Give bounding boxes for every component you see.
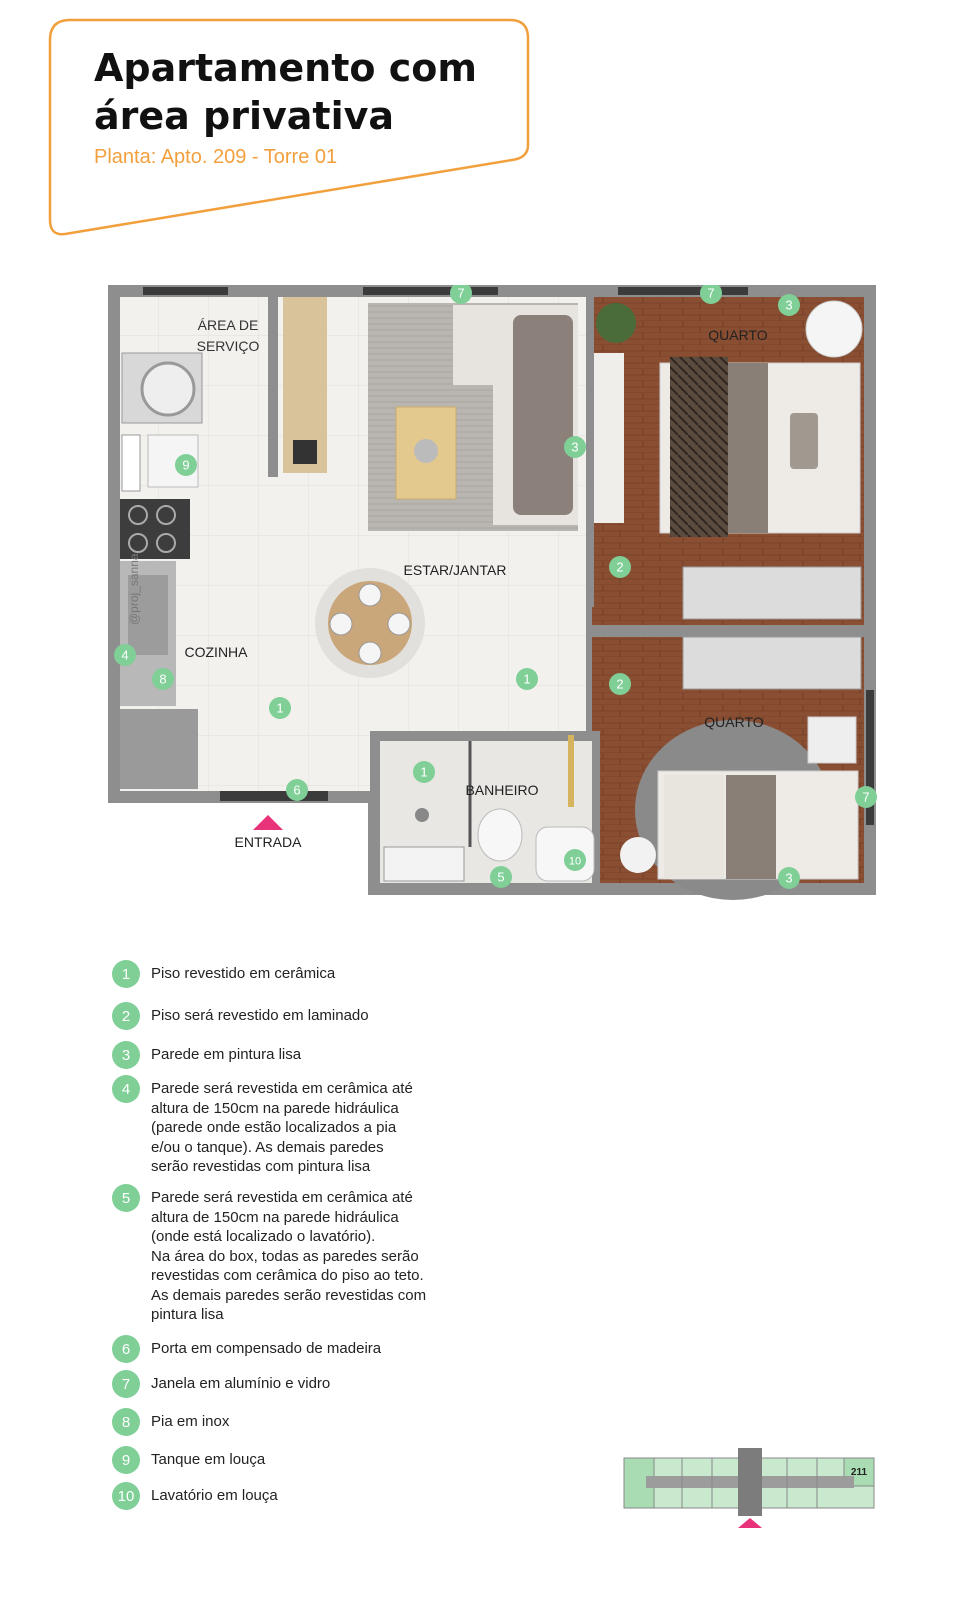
legend-number: 8 xyxy=(112,1408,140,1436)
plan-marker-label: 5 xyxy=(497,869,505,885)
plan-marker-label: 7 xyxy=(457,285,465,301)
plan-marker xyxy=(490,866,512,888)
watermark: @proj_sanna xyxy=(127,553,141,625)
plan-marker xyxy=(175,454,197,476)
room-label-estar-jantar: ESTAR/JANTAR xyxy=(403,562,507,578)
room-label-banheiro: BANHEIRO xyxy=(465,782,539,798)
legend-number: 6 xyxy=(112,1335,140,1363)
plan-marker-label: 7 xyxy=(707,285,715,301)
title-line-2: área privativa xyxy=(94,94,395,138)
plan-marker-label: 1 xyxy=(523,671,531,687)
legend-number: 7 xyxy=(112,1370,140,1398)
inner-wall xyxy=(586,625,864,637)
bathroom-wall xyxy=(370,731,380,803)
plan-marker xyxy=(152,668,174,690)
plan-marker-label: 10 xyxy=(568,855,582,868)
legend-text: Piso revestido em cerâmica xyxy=(151,965,336,982)
key-plan xyxy=(622,1446,882,1536)
title-line-1: Apartamento com xyxy=(94,46,477,90)
plan-marker xyxy=(413,761,435,783)
plan-marker-label: 1 xyxy=(276,700,284,716)
inner-wall xyxy=(586,297,594,607)
plan-marker xyxy=(269,697,291,719)
legend-number: 9 xyxy=(112,1446,140,1474)
plan-marker-label: 2 xyxy=(616,676,624,692)
plan-marker-label: 8 xyxy=(159,671,167,687)
legend-text: Parede será revestida em cerâmica até altura de 150cm na parede hidráulica (onde está localizado o lavatório). Na área do box, todas as paredes serão revestidas com cerâmica do piso ao teto. As demais paredes serão revestidas com pintura lisa xyxy=(151,1189,427,1323)
entrance-arrow-icon xyxy=(253,815,283,830)
plan-marker xyxy=(778,867,800,889)
title-card xyxy=(0,0,560,260)
legend-text: Piso será revestido em laminado xyxy=(151,1007,369,1024)
plan-marker-label: 3 xyxy=(785,297,793,313)
room-label-quarto-2: QUARTO xyxy=(704,714,764,730)
window xyxy=(363,287,498,295)
legend-text: Janela em alumínio e vidro xyxy=(151,1375,331,1392)
legend-item-3 xyxy=(112,1041,301,1069)
service-wall xyxy=(268,297,278,477)
plan-marker xyxy=(286,779,308,801)
room-label-cozinha: COZINHA xyxy=(184,644,248,660)
legend-number: 3 xyxy=(112,1041,140,1069)
legend-item-7 xyxy=(112,1370,330,1398)
plan-marker-label: 1 xyxy=(420,764,428,780)
window xyxy=(143,287,228,295)
legend-number: 10 xyxy=(112,1482,140,1510)
legend-text: Parede será revestida em cerâmica até altura de 150cm na parede hidráulica (parede onde estão localizados a pia e/ou o tanque). As demais paredes serão revestidas com pintura lisa xyxy=(151,1080,413,1175)
legend-text: Parede em pintura lisa xyxy=(151,1046,302,1063)
page-subtitle: Planta: Apto. 209 - Torre 01 xyxy=(94,146,338,168)
legend-item-9 xyxy=(112,1446,265,1474)
key-plan-unit-label: 211 xyxy=(850,1467,868,1478)
legend-text: Pia em inox xyxy=(151,1413,230,1430)
legend-item-10 xyxy=(112,1482,278,1510)
plan-marker xyxy=(609,556,631,578)
plan-marker xyxy=(516,668,538,690)
key-plan-arrow-icon xyxy=(738,1518,762,1528)
page-title xyxy=(94,44,477,140)
plan-marker xyxy=(564,436,586,458)
room-label-area-servico-2: SERVIÇO xyxy=(196,338,260,354)
plan-marker xyxy=(778,294,800,316)
room-label-area-servico: ÁREA DE xyxy=(197,317,259,333)
plan-marker-label: 6 xyxy=(293,782,301,798)
legend-number: 1 xyxy=(112,960,140,988)
plan-marker xyxy=(855,786,877,808)
plan-marker-label: 9 xyxy=(182,457,190,473)
legend-item-1 xyxy=(112,960,335,988)
entrance-door xyxy=(220,791,328,801)
legend-text: Porta em compensado de madeira xyxy=(151,1340,382,1357)
legend-item-6 xyxy=(112,1335,381,1363)
plan-marker-label: 3 xyxy=(785,870,793,886)
plan-marker-label: 7 xyxy=(862,789,870,805)
legend-text: Lavatório em louça xyxy=(151,1487,278,1504)
legend-item-4 xyxy=(112,1075,413,1177)
floor-plan xyxy=(108,285,878,900)
plan-marker-label: 2 xyxy=(616,559,624,575)
legend-item-2 xyxy=(112,1002,369,1030)
legend-number: 4 xyxy=(112,1075,140,1103)
legend-item-5 xyxy=(112,1184,426,1325)
window xyxy=(618,287,748,295)
plan-marker xyxy=(609,673,631,695)
bathroom-wall xyxy=(370,731,598,741)
legend-number: 2 xyxy=(112,1002,140,1030)
plan-marker-label: 3 xyxy=(571,439,579,455)
entrance-label: ENTRADA xyxy=(234,834,302,850)
plan-marker-label: 4 xyxy=(121,647,129,663)
legend-text: Tanque em louça xyxy=(151,1451,266,1468)
plan-marker xyxy=(564,849,586,871)
plan-marker xyxy=(114,644,136,666)
legend-number: 5 xyxy=(112,1184,140,1212)
room-label-quarto-1: QUARTO xyxy=(708,327,768,343)
legend-item-8 xyxy=(112,1408,229,1436)
